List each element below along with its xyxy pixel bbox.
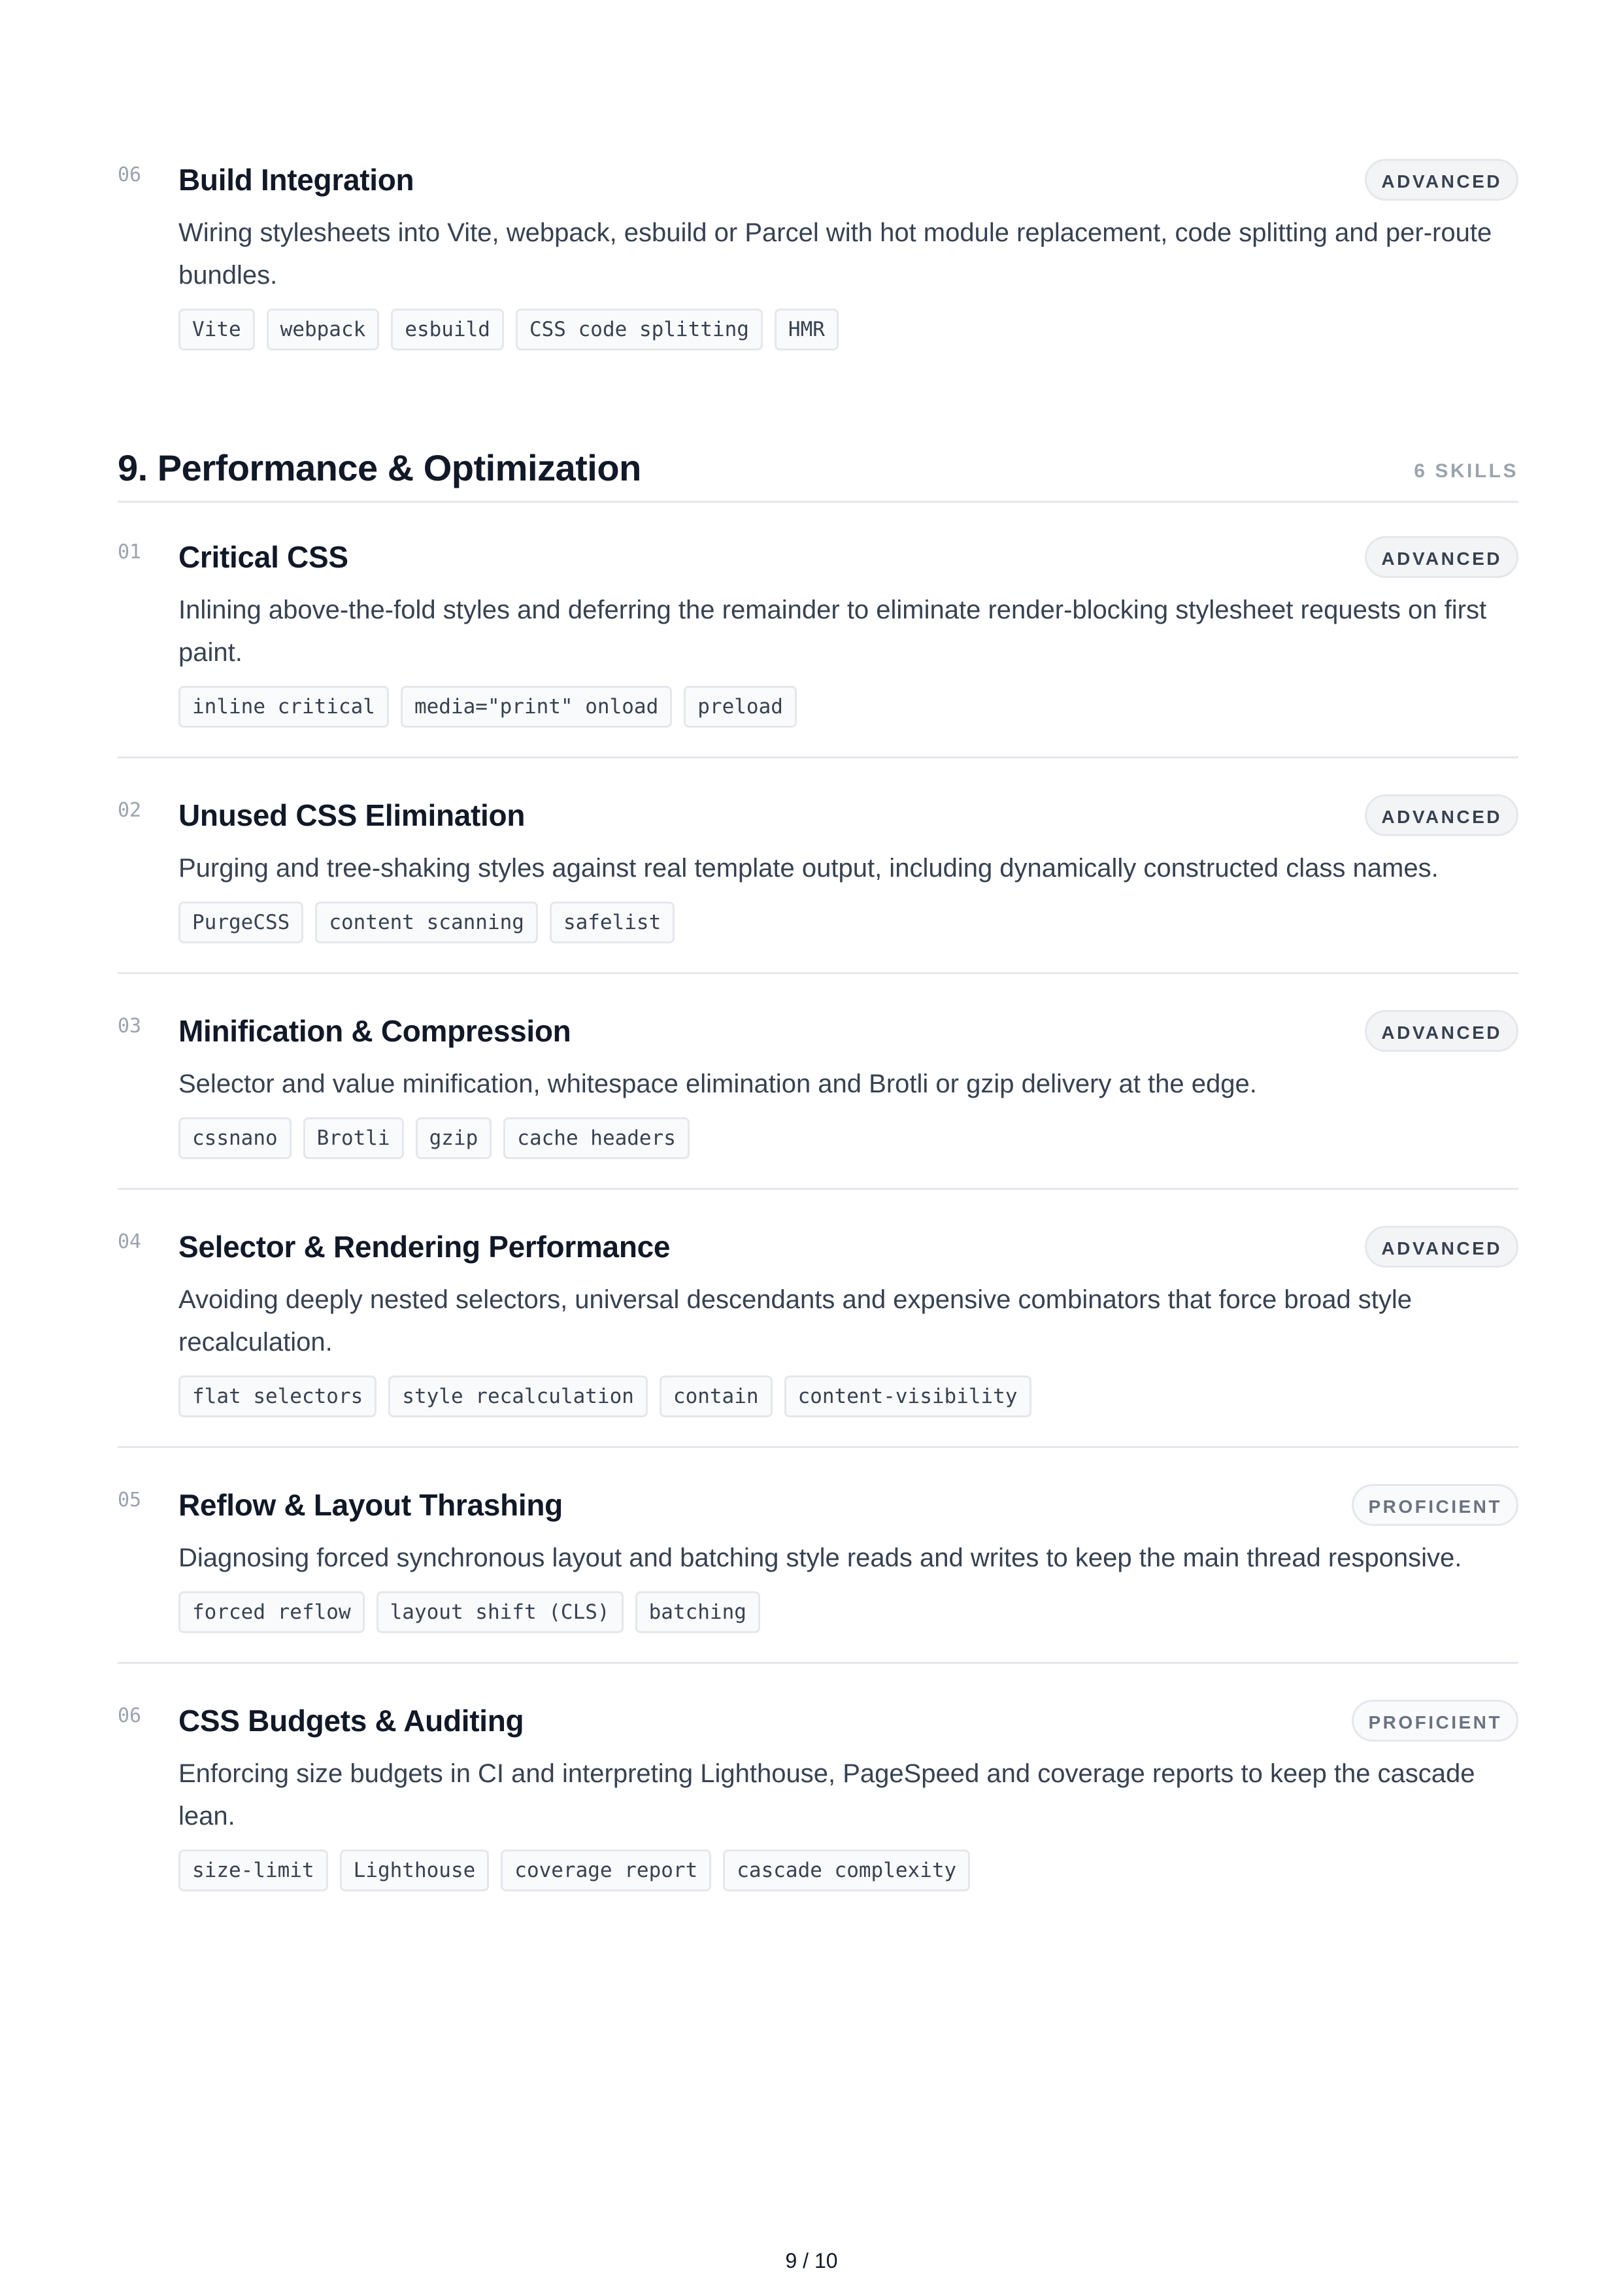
tag-list xyxy=(178,1117,1518,1159)
section-title: 9. Performance & Optimization xyxy=(118,447,641,488)
skill-description: Purging and tree-shaking styles against real template output, including dynamically constructed class names. xyxy=(178,854,1439,883)
level-badge: ADVANCED xyxy=(1365,1226,1518,1268)
tag: batching xyxy=(635,1591,760,1633)
tag: cache headers xyxy=(503,1117,690,1159)
tag: coverage report xyxy=(501,1849,711,1891)
tag: style recalculation xyxy=(388,1376,648,1417)
skill-number: 05 xyxy=(118,1489,142,1511)
tag: cssnano xyxy=(178,1117,292,1159)
skill-number: 06 xyxy=(118,1704,142,1727)
skill-divider xyxy=(118,1446,1518,1448)
skill-minification-compression xyxy=(118,1008,1518,1159)
document-page xyxy=(118,0,1518,1891)
skill-title: Unused CSS Elimination xyxy=(178,798,526,832)
tag-list xyxy=(178,1376,1518,1417)
skill-title: Critical CSS xyxy=(178,540,348,574)
tag: webpack xyxy=(267,309,380,350)
skill-selector-rendering-performance xyxy=(118,1224,1518,1417)
skill-css-budgets-auditing xyxy=(118,1698,1518,1891)
skill-title: Minification & Compression xyxy=(178,1014,571,1048)
skill-description: Selector and value minification, whitespace elimination and Brotli or gzip delivery at the edge. xyxy=(178,1070,1257,1098)
skill-title: Selector & Rendering Performance xyxy=(178,1230,671,1264)
level-badge: ADVANCED xyxy=(1365,536,1518,578)
skill-critical-css xyxy=(118,534,1518,728)
tag: PurgeCSS xyxy=(178,902,303,943)
skill-number: 02 xyxy=(118,799,142,822)
skill-divider xyxy=(118,972,1518,974)
tag: flat selectors xyxy=(178,1376,376,1417)
tag: content scanning xyxy=(315,902,538,943)
level-badge: PROFICIENT xyxy=(1352,1484,1518,1526)
tag: Brotli xyxy=(303,1117,404,1159)
tag: size-limit xyxy=(178,1849,328,1891)
page-number: 9 / 10 xyxy=(785,2249,838,2272)
skill-divider xyxy=(118,756,1518,758)
section-header xyxy=(118,424,1518,489)
skill-description: Avoiding deeply nested selectors, universal descendants and expensive combinators that force broad style recalculation. xyxy=(178,1285,1413,1357)
skill-build-integration xyxy=(118,157,1518,350)
tag: safelist xyxy=(550,902,675,943)
tag: esbuild xyxy=(391,309,504,350)
skill-number: 03 xyxy=(118,1015,142,1038)
skill-description: Enforcing size budgets in CI and interpreting Lighthouse, PageSpeed and coverage reports to keep the cascade lean. xyxy=(178,1759,1475,1831)
skill-reflow-layout-thrashing xyxy=(118,1482,1518,1633)
skill-title: CSS Budgets & Auditing xyxy=(178,1704,524,1738)
level-badge: ADVANCED xyxy=(1365,794,1518,836)
skill-description: Inlining above-the-fold styles and deferring the remainder to eliminate render-blocking stylesheet requests on first paint. xyxy=(178,596,1487,667)
level-badge: ADVANCED xyxy=(1365,1010,1518,1052)
skill-number: 04 xyxy=(118,1230,142,1253)
tag-list xyxy=(178,1849,1518,1891)
tag-list xyxy=(178,686,1518,728)
tag: preload xyxy=(684,686,797,728)
tag-list xyxy=(178,1591,1518,1633)
tag-list xyxy=(178,309,1518,350)
section-divider xyxy=(118,501,1518,503)
tag: forced reflow xyxy=(178,1591,365,1633)
tag: layout shift (CLS) xyxy=(376,1591,624,1633)
tag: CSS code splitting xyxy=(516,309,763,350)
skill-description: Diagnosing forced synchronous layout and batching style reads and writes to keep the main thread responsive. xyxy=(178,1544,1462,1572)
tag: contain xyxy=(660,1376,773,1417)
tag: media="print" onload xyxy=(401,686,672,728)
tag: Vite xyxy=(178,309,255,350)
tag: content-visibility xyxy=(784,1376,1031,1417)
tag: cascade complexity xyxy=(723,1849,970,1891)
skill-divider xyxy=(118,1188,1518,1190)
skill-count: 6 SKILLS xyxy=(1414,460,1518,482)
tag: HMR xyxy=(775,309,839,350)
tag: Lighthouse xyxy=(340,1849,490,1891)
level-badge: ADVANCED xyxy=(1365,159,1518,201)
skill-description: Wiring stylesheets into Vite, webpack, esbuild or Parcel with hot module replacement, code splitting and per-route bundles. xyxy=(178,218,1492,290)
skill-title: Build Integration xyxy=(178,163,414,197)
skill-number: 06 xyxy=(118,163,142,186)
skill-number: 01 xyxy=(118,541,142,564)
tag: inline critical xyxy=(178,686,389,728)
skill-divider xyxy=(118,1662,1518,1664)
tag: gzip xyxy=(416,1117,492,1159)
tag-list xyxy=(178,902,1518,943)
skill-title: Reflow & Layout Thrashing xyxy=(178,1488,563,1522)
level-badge: PROFICIENT xyxy=(1352,1700,1518,1742)
skill-unused-css-elimination xyxy=(118,792,1518,943)
